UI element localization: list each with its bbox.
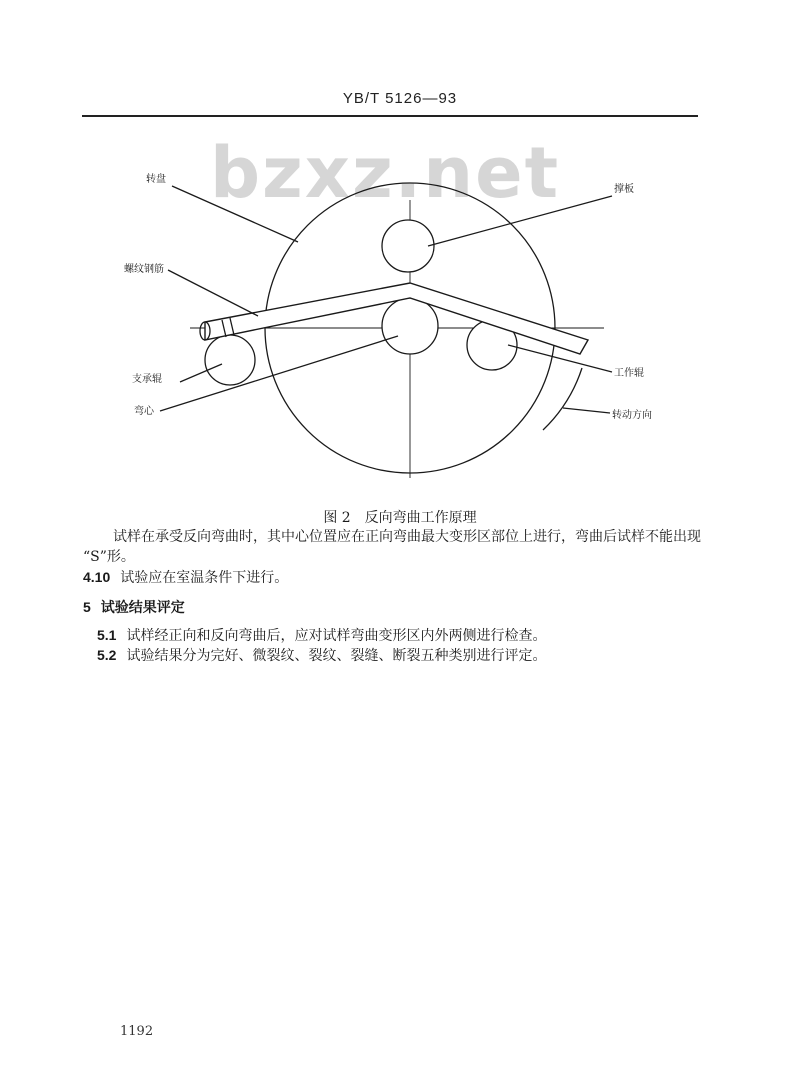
- label-turntable: 转盘: [146, 174, 166, 185]
- rotation-arc: [543, 368, 582, 430]
- paragraph-line: 试样在承受反向弯曲时，其中心位置应在正向弯曲最大变形区部位上进行，弯曲后试样不能出现: [113, 529, 701, 545]
- leader-working-roller: [508, 345, 612, 372]
- label-support-roller: 支承辊: [132, 374, 162, 385]
- figure-caption: 图 2 反向弯曲工作原理: [323, 510, 477, 526]
- paragraph-line-2: “S”形。: [83, 549, 135, 565]
- page-header: YB/T 5126—93: [342, 90, 458, 107]
- clause-5-2: [97, 645, 546, 666]
- leader-turntable: [172, 186, 298, 242]
- clause-5-1: [97, 625, 546, 646]
- label-mandrel: 弯心: [134, 406, 154, 417]
- section-title: 试验结果评定: [100, 600, 185, 616]
- clause-number: 5.2: [97, 647, 117, 663]
- mandrel-roller: [382, 298, 438, 354]
- clause-4-10: [83, 567, 288, 588]
- clause-text: 试验应在室温条件下进行。: [120, 570, 289, 586]
- support-plate-roller: [382, 220, 434, 272]
- label-working-roller: 工作辊: [614, 368, 644, 379]
- leader-support-plate: [428, 196, 612, 246]
- clause-text: 试验结果分为完好、微裂纹、裂纹、裂缝、断裂五种类别进行评定。: [126, 648, 547, 664]
- leader-ribbed-bar: [168, 270, 258, 316]
- label-ribbed-bar: 螺纹钢筋: [124, 264, 164, 275]
- support-roller: [205, 335, 255, 385]
- watermark: bzxz.net: [209, 132, 561, 214]
- clause-text: 试样经正向和反向弯曲后，应对试样弯曲变形区内外两侧进行检查。: [126, 628, 547, 644]
- leader-rotation: [563, 408, 610, 413]
- paragraph-reverse-bend: [113, 527, 713, 547]
- bending-diagram: [0, 0, 800, 500]
- clause-number: 4.10: [83, 569, 111, 585]
- clause-number: 5.1: [97, 627, 117, 643]
- section-5-heading: [83, 597, 185, 618]
- leader-mandrel: [160, 336, 398, 411]
- section-number: 5: [83, 599, 91, 615]
- label-support-plate: 撑板: [614, 184, 634, 195]
- label-rotation-direction: 转动方向: [612, 410, 652, 421]
- page-number: 1192: [120, 1024, 154, 1039]
